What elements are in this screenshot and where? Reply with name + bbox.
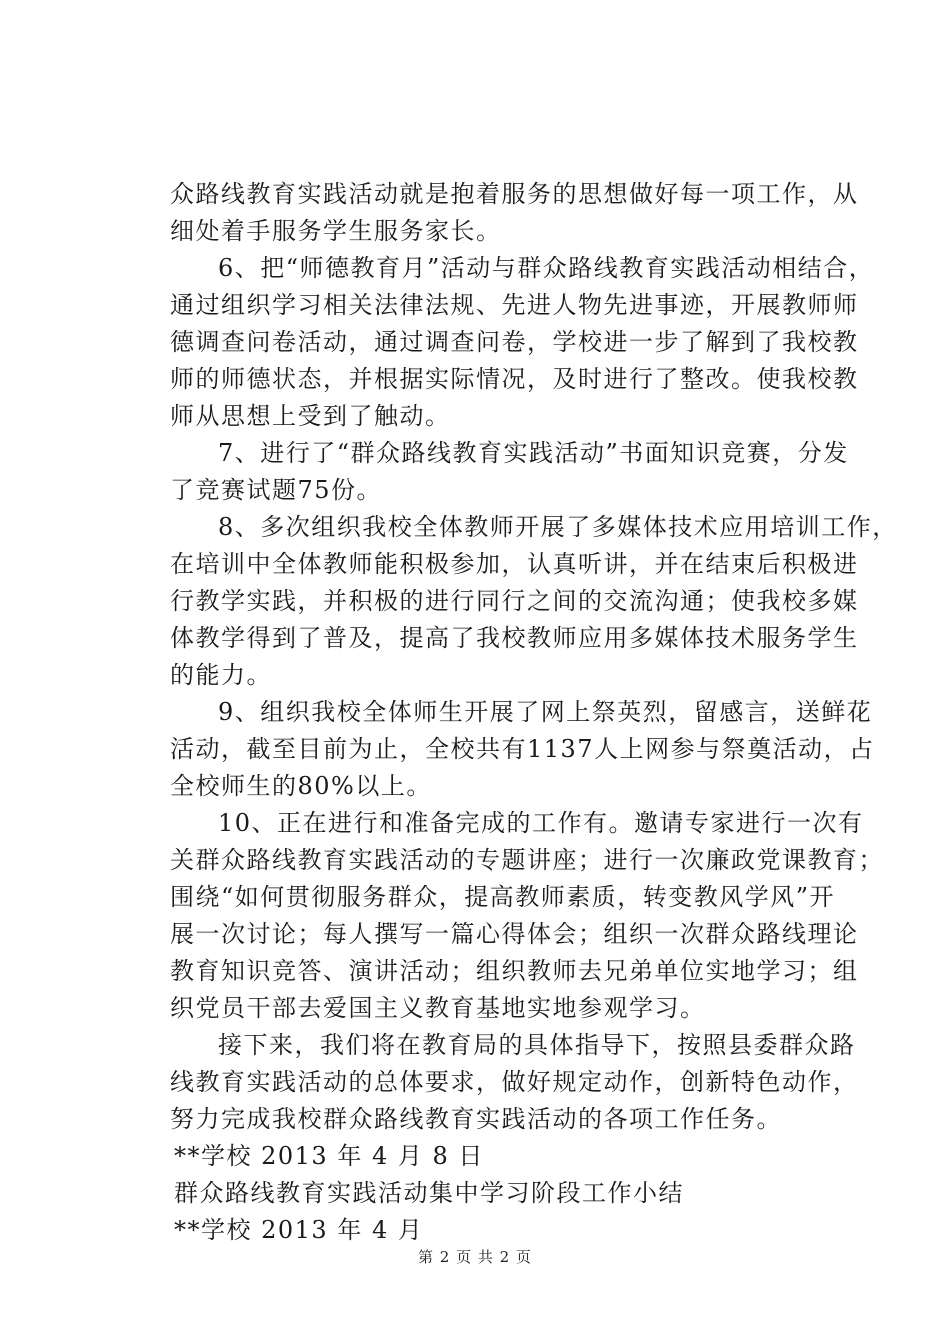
text-line: 师从思想上受到了触动。 [170,402,451,430]
text-line: 德调查问卷活动，通过调查问卷，学校进一步了解到了我校教 [170,328,859,356]
paragraph-item-6 [170,250,875,435]
text-line: 努力完成我校群众路线教育实践活动的各项工作任务。 [170,1105,782,1133]
text-line: 围绕“如何贯彻服务群众，提高教师素质，转变教风学风”开 [170,883,836,911]
paragraph-item-10 [170,805,884,1027]
text-line: 线教育实践活动的总体要求，做好规定动作，创新特色动作， [170,1068,859,1096]
text-line: 6、把“师德教育月”活动与群众路线教育实践活动相结合， [218,254,875,282]
signature-date-line: **学校 2013 年 4 月 8 日 [174,1142,484,1170]
text-line: 的能力。 [170,661,272,689]
text-line: 8、多次组织我校全体教师开展了多媒体技术应用培训工作， [218,513,898,541]
text-line: 接下来，我们将在教育局的具体指导下，按照县委群众路 [218,1031,856,1059]
text-line: 全校师生的80%以上。 [170,772,432,800]
text-line: 了竞赛试题75份。 [170,476,383,504]
text-line: 在培训中全体教师能积极参加，认真听讲，并在结束后积极进 [170,550,859,578]
text-line: 10、正在进行和准备完成的工作有。邀请专家进行一次有 [218,809,864,837]
text-line: 通过组织学习相关法律法规、先进人物先进事迹，开展教师师 [170,291,859,319]
text-line: 关群众路线教育实践活动的专题讲座；进行一次廉政党课教育； [170,846,884,874]
text-line: 细处着手服务学生服务家长。 [170,217,502,245]
text-line: 行教学实践，并积极的进行同行之间的交流沟通；使我校多媒 [170,587,859,615]
text-line: 众路线教育实践活动就是抱着服务的思想做好每一项工作，从 [170,180,859,208]
paragraph-item-8 [170,509,898,694]
signature-month-line: **学校 2013 年 4 月 [174,1216,424,1244]
text-line: 织党员干部去爱国主义教育基地实地参观学习。 [170,994,706,1022]
text-line: 师的师德状态，并根据实际情况，及时进行了整改。使我校教 [170,365,859,393]
text-line: 教育知识竞答、演讲活动；组织教师去兄弟单位实地学习；组 [170,957,859,985]
text-line: 展一次讨论；每人撰写一篇心得体会；组织一次群众路线理论 [170,920,859,948]
paragraph-item-7 [170,435,849,509]
text-line: 9、组织我校全体师生开展了网上祭英烈，留感言，送鲜花 [218,698,873,726]
paragraph-conclusion [170,1027,859,1138]
signature-block [170,1138,830,1249]
text-line: 体教学得到了普及，提高了我校教师应用多媒体技术服务学生 [170,624,859,652]
paragraph-continuation [170,176,859,250]
text-line: 7、进行了“群众路线教育实践活动”书面知识竞赛，分发 [218,439,849,467]
text-line: 活动，截至目前为止，全校共有1137人上网参与祭奠活动，占 [170,735,875,763]
document-body [170,176,898,1249]
paragraph-item-9 [170,694,875,805]
page-number-footer: 第 2 页 共 2 页 [418,1248,532,1266]
summary-title-line: 群众路线教育实践活动集中学习阶段工作小结 [174,1179,684,1207]
